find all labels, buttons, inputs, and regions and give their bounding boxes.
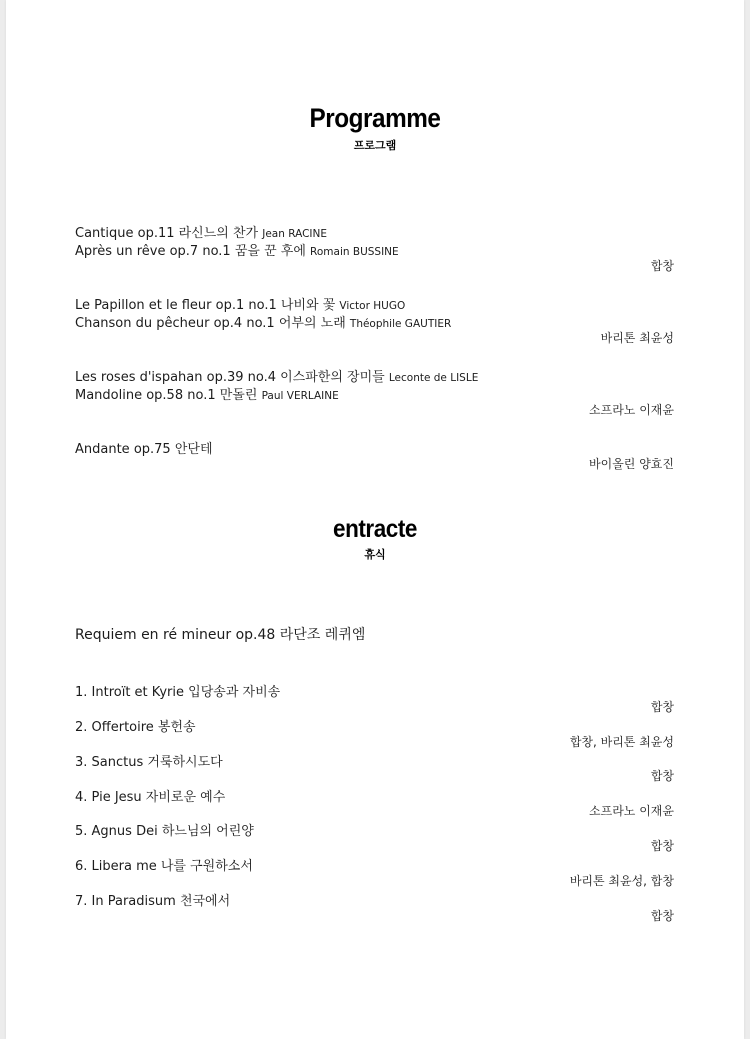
piece-author: Paul VERLAINE [261, 390, 339, 402]
piece-line [75, 438, 213, 457]
piece-line [75, 366, 478, 385]
piece-line [75, 222, 327, 241]
piece-line [75, 384, 339, 403]
piece-work: Après un rêve op.7 no.1 꿈을 꾼 후에 [75, 244, 306, 259]
movement-performer: 소프라노 이재윤 [589, 804, 674, 818]
piece-work: Les roses d'ispahan op.39 no.4 이스파한의 장미들 [75, 370, 385, 385]
movement-label: 2. Offertoire 봉헌송 [75, 720, 196, 735]
movement-performer: 합창 [650, 909, 674, 923]
piece-author: Jean RACINE [262, 228, 328, 240]
piece-author: Romain BUSSINE [310, 246, 399, 258]
piece-work: Andante op.75 안단테 [75, 442, 213, 457]
program-page [6, 0, 744, 1039]
movement-label: 3. Sanctus 거룩하시도다 [75, 755, 223, 770]
group-performer: 소프라노 이재윤 [589, 403, 674, 417]
piece-line [75, 240, 399, 259]
group-performer: 바리톤 최윤성 [600, 331, 674, 345]
movement-performer: 합창, 바리톤 최윤성 [569, 735, 674, 749]
movement-label: 1. Introït et Kyrie 입당송과 자비송 [75, 685, 281, 700]
piece-work: Chanson du pêcheur op.4 no.1 어부의 노래 [75, 316, 346, 331]
piece-line [75, 294, 405, 313]
programme-title: Programme [309, 103, 441, 133]
requiem-title: Requiem en ré mineur op.48 라단조 레퀴엠 [75, 627, 366, 643]
movement-label: 4. Pie Jesu 자비로운 예수 [75, 790, 226, 805]
group-performer: 바이올린 양효진 [589, 457, 674, 471]
entracte-title: entracte [333, 515, 417, 543]
piece-work: Mandoline op.58 no.1 만돌린 [75, 388, 258, 403]
movement-performer: 합창 [650, 769, 674, 783]
movement-label: 6. Libera me 나를 구원하소서 [75, 859, 253, 874]
piece-author: Théophile GAUTIER [349, 318, 452, 330]
movement-label: 5. Agnus Dei 하느님의 어린양 [75, 824, 254, 839]
piece-author: Leconte de LISLE [388, 372, 479, 384]
group-performer: 합창 [650, 259, 674, 273]
piece-line [75, 312, 451, 331]
piece-work: Cantique op.11 라신느의 찬가 [75, 226, 259, 241]
entracte-subtitle: 휴식 [364, 548, 386, 561]
programme-subtitle: 프로그램 [353, 139, 397, 152]
piece-work: Le Papillon et le fleur op.1 no.1 나비와 꽃 [75, 298, 336, 313]
piece-author: Victor HUGO [339, 300, 406, 312]
movement-performer: 합창 [650, 700, 674, 714]
movement-label: 7. In Paradisum 천국에서 [75, 894, 231, 909]
movement-performer: 합창 [650, 839, 674, 853]
movement-performer: 바리톤 최윤성, 합창 [569, 874, 674, 888]
